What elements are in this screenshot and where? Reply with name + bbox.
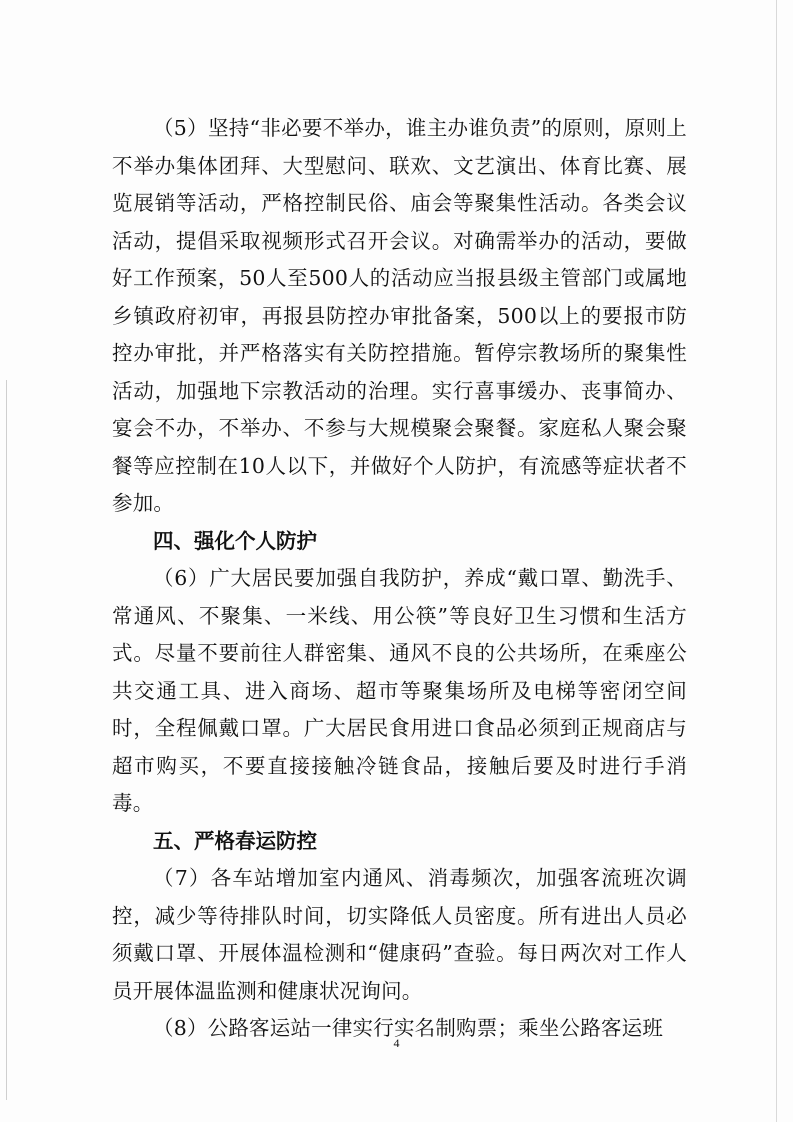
scan-edge-line (776, 0, 777, 1122)
paragraph-item-8: （8）公路客运站一律实行实名制购票；乘坐公路客运班 (153, 1016, 664, 1040)
page-number: 4 (393, 1036, 400, 1050)
section-heading-spring-transport: 五、严格春运防控 (153, 828, 317, 853)
document-body (112, 110, 687, 1048)
scan-edge-line (6, 380, 7, 1100)
paragraph-item-6: （6）广大居民要加强自我防护，养成“戴口罩、勤洗手、常通风、不聚集、一米线、用公筷”等良好卫生习惯和生活方式。尽量不要前往人群密集、通风不良的公共场所，在乘座公共交通工具、进入商场、超市等聚集场所及电梯等密闭空间时，全程佩戴口罩。广大居民食用进口食品必须到正规商店与超市购买，不要直接接触冷链食品，接触后要及时进行手消毒。 (112, 566, 687, 815)
section-heading-personal-protection: 四、强化个人防护 (153, 528, 317, 553)
paragraph-item-5: （5）坚持“非必要不举办，谁主办谁负责”的原则，原则上不举办集体团拜、大型慰问、联欢、文艺演出、体育比赛、展览展销等活动，严格控制民俗、庙会等聚集性活动。各类会议活动，提倡采取视频形式召开会议。对确需举办的活动，要做好工作预案，50人至500人的活动应当报县级主管部门或属地乡镇政府初审，再报县防控办审批备案，500以上的要报市防控办审批，并严格落实有关防控措施。暂停宗教场所的聚集性活动，加强地下宗教活动的治理。实行喜事缓办、丧事简办、宴会不办，不举办、不参与大规模聚会聚餐。家庭私人聚会聚餐等应控制在10人以下，并做好个人防护，有流感等症状者不参加。 (112, 116, 687, 515)
paragraph-item-7: （7）各车站增加室内通风、消毒频次，加强客流班次调控，减少等待排队时间，切实降低人员密度。所有进出人员必须戴口罩、开展体温检测和“健康码”查验。每日两次对工作人员开展体温监测和健康状况询问。 (112, 866, 687, 1003)
